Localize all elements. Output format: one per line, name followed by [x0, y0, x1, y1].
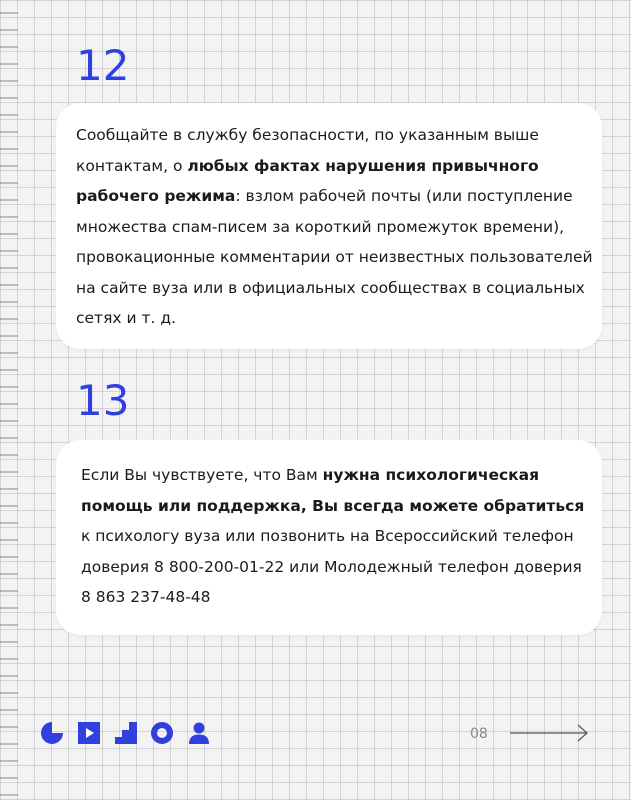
advice-card-12 — [56, 103, 602, 349]
page-number: 08 — [470, 726, 488, 742]
item-number-13: 13 — [76, 376, 130, 425]
advice-text-12: Сообщайте в службу безопасности, по указанным выше контактам, о любых фактах нарушения привычного рабочего режима: взлом рабочей почты (или поступление множества спам-писем за короткий промежуток времени), провокационные комментарии от неизвестных пользователей на сайте вуза или в официальных сообществах в социальных сетях и т. д. — [76, 126, 593, 327]
ring-icon — [151, 722, 173, 744]
arrow-right-icon[interactable] — [510, 722, 590, 744]
play-icon — [78, 722, 100, 744]
notebook-margin — [0, 0, 18, 800]
person-icon — [188, 722, 210, 744]
advice-card-13 — [56, 440, 602, 635]
advice-text-13: Если Вы чувствуете, что Вам нужна психологическая помощь или поддержка, Вы всегда можете обратиться к психологу вуза или позвонить на Всероссийский телефон доверия 8 800-200-01-22 или Молодежный телефон доверия 8 863 237-48-48 — [81, 466, 585, 606]
stairs-icon — [115, 722, 137, 744]
item-number-12: 12 — [76, 41, 130, 90]
pie-icon — [41, 722, 63, 744]
